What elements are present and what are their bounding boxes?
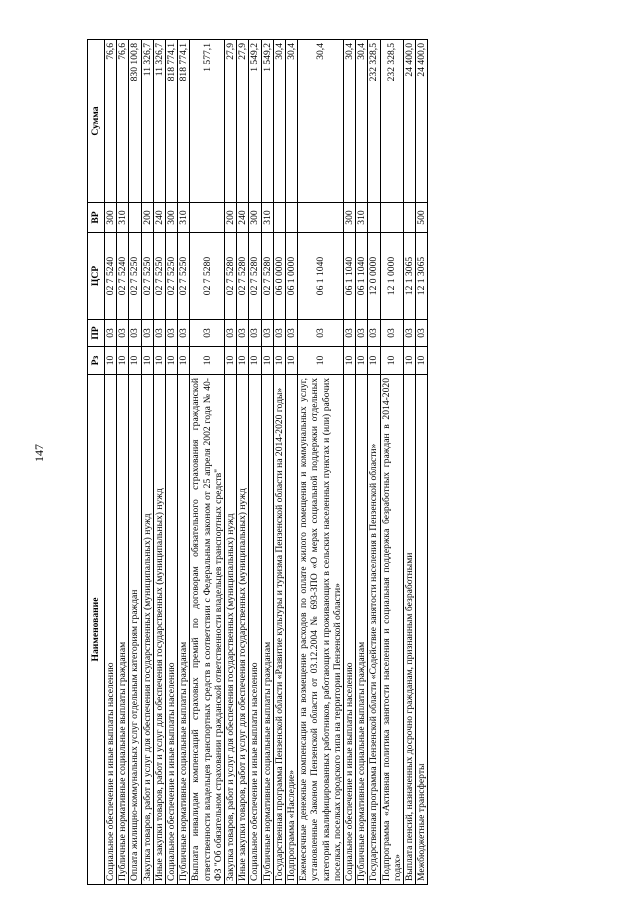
table-row	[141, 40, 153, 885]
cell-vr	[298, 203, 344, 233]
cell-pr: 03	[356, 320, 368, 347]
cell-vr	[190, 203, 225, 233]
cell-vr	[286, 203, 298, 233]
cell-csr: 02 7 5280	[237, 233, 249, 320]
cell-csr: 06 1 0000	[286, 233, 298, 320]
cell-rz: 10	[404, 347, 416, 375]
cell-csr: 02 7 5280	[190, 233, 225, 320]
cell-name: Иные закупки товаров, работ и услуг для обеспечения государственных (муниципальных) нужд	[153, 375, 165, 885]
cell-pr: 03	[237, 320, 249, 347]
table-row	[356, 40, 368, 885]
cell-rz: 10	[141, 347, 153, 375]
header-row	[88, 40, 105, 885]
cell-sum: 1 549,2	[261, 40, 273, 203]
cell-csr: 02 7 5250	[166, 233, 178, 320]
table-header	[88, 40, 105, 885]
cell-csr: 06 1 1040	[344, 233, 356, 320]
cell-pr: 03	[190, 320, 225, 347]
cell-sum: 1 549,2	[249, 40, 261, 203]
cell-name: Выплата инвалидам компенсаций страховых премий по договорам обязательного страхования гражданской ответственности владельцев транспортных средств в соответствии с Федеральным законом от 25 апреля 2002 года № 40-ФЗ "Об обязательном страховании гражданской ответственности владельцев транспортных средств"	[190, 375, 225, 885]
cell-sum: 232 328,5	[380, 40, 403, 203]
cell-csr: 02 7 5250	[178, 233, 190, 320]
cell-csr: 06 1 1040	[356, 233, 368, 320]
cell-pr: 03	[273, 320, 285, 347]
cell-name: Публичные нормативные социальные выплаты гражданам	[356, 375, 368, 885]
cell-pr: 03	[286, 320, 298, 347]
cell-name: Государственная программа Пензенской области «Содействие занятости населения в Пензенской области»	[368, 375, 380, 885]
cell-sum: 818 774,1	[178, 40, 190, 203]
cell-name: Подпрограмма «Активная политика занятости населения и социальная поддержка безработных граждан в 2014-2020 годах»	[380, 375, 403, 885]
cell-csr: 02 7 5280	[249, 233, 261, 320]
cell-rz: 10	[380, 347, 403, 375]
cell-csr: 12 0 0000	[368, 233, 380, 320]
cell-csr: 02 7 5250	[153, 233, 165, 320]
cell-csr: 02 7 5240	[105, 233, 117, 320]
table-row	[129, 40, 141, 885]
cell-rz: 10	[249, 347, 261, 375]
cell-pr: 03	[368, 320, 380, 347]
cell-sum: 30,4	[273, 40, 285, 203]
cell-vr: 300	[344, 203, 356, 233]
cell-sum: 30,4	[344, 40, 356, 203]
cell-sum: 24 400,0	[416, 40, 428, 203]
table-row	[380, 40, 403, 885]
table-row	[178, 40, 190, 885]
cell-sum: 11 326,7	[141, 40, 153, 203]
cell-vr: 500	[416, 203, 428, 233]
cell-pr: 03	[225, 320, 237, 347]
cell-rz: 10	[344, 347, 356, 375]
cell-pr: 03	[153, 320, 165, 347]
table-row	[273, 40, 285, 885]
cell-pr: 03	[298, 320, 344, 347]
cell-csr: 02 7 5250	[129, 233, 141, 320]
cell-name: Оплата жилищно-коммунальных услуг отдельным категориям граждан	[129, 375, 141, 885]
cell-sum: 232 328,5	[368, 40, 380, 203]
cell-sum: 30,4	[356, 40, 368, 203]
cell-sum: 76,6	[117, 40, 129, 203]
header-name: Наименование	[88, 375, 105, 885]
cell-rz: 10	[356, 347, 368, 375]
cell-name: Ежемесячные денежные компенсации на возмещение расходов по оплате жилого помещения и коммунальных услуг, установленные Законом Пензенской области от 03.12.2004 № 693-ЗПО «О мерах социальной поддержки отдельных категорий квалифицированных работников, работающих и проживающих в сельских населенных пунктах и (или) рабочих поселках, поселках городского типа на территории Пензенской области»	[298, 375, 344, 885]
cell-sum: 27,9	[225, 40, 237, 203]
cell-sum: 24 400,0	[404, 40, 416, 203]
page-number: 147	[31, 444, 46, 462]
header-pr: ПР	[88, 320, 105, 347]
table-row	[404, 40, 416, 885]
table-row	[368, 40, 380, 885]
cell-pr: 03	[141, 320, 153, 347]
cell-rz: 10	[166, 347, 178, 375]
cell-csr: 06 1 1040	[298, 233, 344, 320]
cell-pr: 03	[166, 320, 178, 347]
cell-name: Иные закупки товаров, работ и услуг для обеспечения государственных (муниципальных) нужд	[237, 375, 249, 885]
cell-sum: 11 326,7	[153, 40, 165, 203]
cell-name: Закупка товаров, работ и услуг для обеспечения государственных (муниципальных) нужд	[141, 375, 153, 885]
cell-name: Публичные нормативные социальные выплаты гражданам	[261, 375, 273, 885]
cell-vr: 300	[105, 203, 117, 233]
table-row	[225, 40, 237, 885]
rotated-page-content	[87, 40, 565, 885]
cell-name: Социальное обеспечение и иные выплаты населению	[105, 375, 117, 885]
cell-name: Социальное обеспечение и иные выплаты населению	[249, 375, 261, 885]
cell-pr: 03	[380, 320, 403, 347]
header-sum: Сумма	[88, 40, 105, 203]
table-row	[117, 40, 129, 885]
cell-csr: 12 1 0000	[380, 233, 403, 320]
cell-vr: 200	[141, 203, 153, 233]
table-body	[105, 40, 428, 885]
cell-pr: 03	[129, 320, 141, 347]
cell-vr	[273, 203, 285, 233]
cell-sum: 27,9	[237, 40, 249, 203]
cell-name: Выплата пенсий, назначенных досрочно гражданам, признанным безработными	[404, 375, 416, 885]
cell-sum: 818 774,1	[166, 40, 178, 203]
cell-rz: 10	[286, 347, 298, 375]
cell-name: Государственная программа Пензенской области «Развитие культуры и туризма Пензенской области на 2014-2020 годы»	[273, 375, 285, 885]
cell-name: Социальное обеспечение и иные выплаты населению	[344, 375, 356, 885]
budget-table	[87, 39, 428, 885]
table-row	[153, 40, 165, 885]
cell-vr	[368, 203, 380, 233]
cell-vr	[380, 203, 403, 233]
cell-vr	[404, 203, 416, 233]
cell-rz: 10	[178, 347, 190, 375]
cell-pr: 03	[344, 320, 356, 347]
cell-rz: 10	[261, 347, 273, 375]
cell-rz: 10	[225, 347, 237, 375]
budget-table-container	[87, 40, 565, 885]
cell-rz: 10	[368, 347, 380, 375]
cell-pr: 03	[416, 320, 428, 347]
cell-pr: 03	[249, 320, 261, 347]
table-row	[298, 40, 344, 885]
cell-sum: 830 100,8	[129, 40, 141, 203]
cell-rz: 10	[298, 347, 344, 375]
table-row	[344, 40, 356, 885]
cell-rz: 10	[190, 347, 225, 375]
table-row	[166, 40, 178, 885]
cell-csr: 02 7 5250	[141, 233, 153, 320]
cell-pr: 03	[178, 320, 190, 347]
cell-pr: 03	[105, 320, 117, 347]
cell-vr: 310	[178, 203, 190, 233]
cell-csr: 06 0 0000	[273, 233, 285, 320]
table-row	[249, 40, 261, 885]
cell-vr: 300	[249, 203, 261, 233]
cell-name: Межбюджетные трансферты	[416, 375, 428, 885]
cell-rz: 10	[105, 347, 117, 375]
cell-csr: 02 7 5280	[225, 233, 237, 320]
cell-sum: 30,4	[298, 40, 344, 203]
cell-vr: 200	[225, 203, 237, 233]
cell-rz: 10	[237, 347, 249, 375]
cell-csr: 12 1 3065	[404, 233, 416, 320]
cell-vr: 310	[117, 203, 129, 233]
cell-vr	[129, 203, 141, 233]
cell-name: Публичные нормативные социальные выплаты гражданам	[117, 375, 129, 885]
header-vr: ВР	[88, 203, 105, 233]
cell-sum: 30,4	[286, 40, 298, 203]
cell-pr: 03	[261, 320, 273, 347]
table-row	[237, 40, 249, 885]
cell-csr: 02 7 5240	[117, 233, 129, 320]
cell-rz: 10	[153, 347, 165, 375]
cell-rz: 10	[416, 347, 428, 375]
table-row	[416, 40, 428, 885]
cell-vr: 310	[261, 203, 273, 233]
cell-name: Закупка товаров, работ и услуг для обеспечения государственных (муниципальных) нужд	[225, 375, 237, 885]
cell-name: Публичные нормативные социальные выплаты гражданам	[178, 375, 190, 885]
table-row	[190, 40, 225, 885]
cell-pr: 03	[117, 320, 129, 347]
cell-sum: 76,6	[105, 40, 117, 203]
cell-csr: 12 1 3065	[416, 233, 428, 320]
cell-vr: 310	[356, 203, 368, 233]
cell-rz: 10	[273, 347, 285, 375]
cell-sum: 1 577,1	[190, 40, 225, 203]
cell-csr: 02 7 5280	[261, 233, 273, 320]
cell-name: Подпрограмма «Наследие»	[286, 375, 298, 885]
table-row	[105, 40, 117, 885]
cell-vr: 240	[153, 203, 165, 233]
cell-vr: 300	[166, 203, 178, 233]
cell-vr: 240	[237, 203, 249, 233]
table-row	[261, 40, 273, 885]
header-csr: ЦСР	[88, 233, 105, 320]
header-rz: Рз	[88, 347, 105, 375]
cell-name: Социальное обеспечение и иные выплаты населению	[166, 375, 178, 885]
cell-pr: 03	[404, 320, 416, 347]
cell-rz: 10	[117, 347, 129, 375]
table-row	[286, 40, 298, 885]
cell-rz: 10	[129, 347, 141, 375]
